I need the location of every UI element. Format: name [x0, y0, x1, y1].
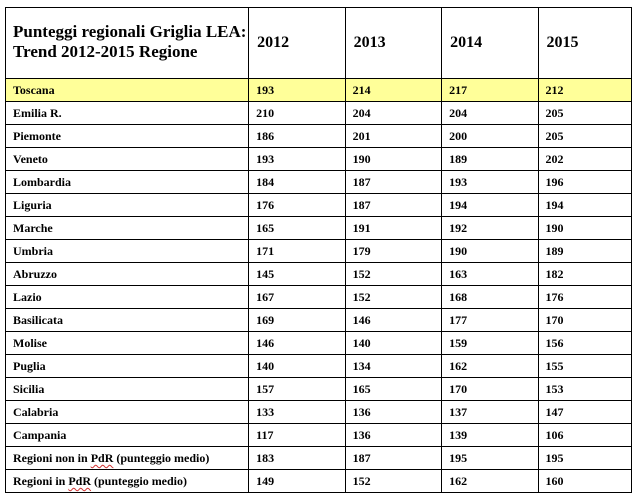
score-2012: 186 — [249, 125, 345, 148]
table-row — [6, 286, 632, 309]
score-2015: 160 — [538, 470, 631, 493]
score-2014: 139 — [442, 424, 538, 447]
score-2015: 106 — [538, 424, 631, 447]
region-name — [6, 447, 249, 470]
score-2015: 205 — [538, 102, 631, 125]
table-title-line-1: Punteggi regionali Griglia LEA: — [13, 22, 247, 41]
score-2013: 146 — [345, 309, 441, 332]
score-2012: 171 — [249, 240, 345, 263]
lea-scores-table — [5, 7, 632, 493]
score-2012: 184 — [249, 171, 345, 194]
score-2013: 152 — [345, 263, 441, 286]
score-2012: 117 — [249, 424, 345, 447]
region-name: Calabria — [6, 401, 249, 424]
table-row — [6, 263, 632, 286]
score-2014: 162 — [442, 355, 538, 378]
table-row — [6, 332, 632, 355]
table-row — [6, 309, 632, 332]
table-row — [6, 102, 632, 125]
year-header-2014: 2014 — [442, 8, 538, 79]
region-name: Lombardia — [6, 171, 249, 194]
table-row — [6, 355, 632, 378]
score-2012: 165 — [249, 217, 345, 240]
score-2014: 194 — [442, 194, 538, 217]
score-2013: 136 — [345, 401, 441, 424]
region-name: Sicilia — [6, 378, 249, 401]
score-2012: 145 — [249, 263, 345, 286]
table-row — [6, 171, 632, 194]
score-2012: 133 — [249, 401, 345, 424]
score-2014: 163 — [442, 263, 538, 286]
table-row — [6, 125, 632, 148]
score-2015: 190 — [538, 217, 631, 240]
score-2013: 191 — [345, 217, 441, 240]
score-2012: 183 — [249, 447, 345, 470]
score-2014: 177 — [442, 309, 538, 332]
score-2015: 196 — [538, 171, 631, 194]
score-2013: 134 — [345, 355, 441, 378]
table-title — [6, 8, 249, 79]
score-2013: 152 — [345, 470, 441, 493]
score-2012: 210 — [249, 102, 345, 125]
year-header-2013: 2013 — [345, 8, 441, 79]
score-2013: 204 — [345, 102, 441, 125]
region-name: Liguria — [6, 194, 249, 217]
score-2015: 170 — [538, 309, 631, 332]
region-name: Molise — [6, 332, 249, 355]
score-2013: 152 — [345, 286, 441, 309]
score-2013: 187 — [345, 447, 441, 470]
score-2013: 190 — [345, 148, 441, 171]
table-row — [6, 401, 632, 424]
region-name-prefix: Regioni non in — [13, 451, 91, 465]
score-2015: 153 — [538, 378, 631, 401]
table-row — [6, 470, 632, 493]
region-name: Marche — [6, 217, 249, 240]
score-2013: 187 — [345, 171, 441, 194]
score-2013: 201 — [345, 125, 441, 148]
score-2015: 156 — [538, 332, 631, 355]
score-2015: 176 — [538, 286, 631, 309]
score-2014: 159 — [442, 332, 538, 355]
score-2015: 195 — [538, 447, 631, 470]
year-header-2012: 2012 — [249, 8, 345, 79]
score-2012: 169 — [249, 309, 345, 332]
score-2014: 195 — [442, 447, 538, 470]
score-2014: 192 — [442, 217, 538, 240]
score-2015: 189 — [538, 240, 631, 263]
region-name — [6, 470, 249, 493]
region-name: Umbria — [6, 240, 249, 263]
score-2013: 179 — [345, 240, 441, 263]
region-name-suffix: (punteggio medio) — [113, 451, 210, 465]
score-2013: 165 — [345, 378, 441, 401]
table-title-line-2: Trend 2012-2015 Regione — [13, 42, 198, 61]
score-2013: 136 — [345, 424, 441, 447]
region-name: Piemonte — [6, 125, 249, 148]
region-name: Veneto — [6, 148, 249, 171]
score-2014: 189 — [442, 148, 538, 171]
score-2014: 217 — [442, 79, 538, 102]
region-name: Lazio — [6, 286, 249, 309]
score-2013: 140 — [345, 332, 441, 355]
region-name-suffix: (punteggio medio) — [91, 474, 188, 488]
table-row — [6, 447, 632, 470]
score-2012: 146 — [249, 332, 345, 355]
score-2015: 205 — [538, 125, 631, 148]
spellcheck-flagged-word: PdR — [90, 451, 114, 465]
table-header-row — [6, 8, 632, 79]
score-2015: 202 — [538, 148, 631, 171]
score-2012: 140 — [249, 355, 345, 378]
table-row — [6, 217, 632, 240]
score-2014: 170 — [442, 378, 538, 401]
score-2012: 157 — [249, 378, 345, 401]
region-name: Puglia — [6, 355, 249, 378]
table-row — [6, 424, 632, 447]
region-name: Abruzzo — [6, 263, 249, 286]
score-2014: 162 — [442, 470, 538, 493]
score-2012: 193 — [249, 79, 345, 102]
year-header-2015: 2015 — [538, 8, 631, 79]
score-2014: 200 — [442, 125, 538, 148]
spellcheck-flagged-word: PdR — [68, 474, 92, 488]
score-2015: 155 — [538, 355, 631, 378]
score-2014: 204 — [442, 102, 538, 125]
score-2014: 193 — [442, 171, 538, 194]
score-2014: 137 — [442, 401, 538, 424]
table-row — [6, 79, 632, 102]
score-2014: 190 — [442, 240, 538, 263]
region-name: Campania — [6, 424, 249, 447]
region-name: Basilicata — [6, 309, 249, 332]
score-2012: 193 — [249, 148, 345, 171]
region-name: Emilia R. — [6, 102, 249, 125]
score-2012: 176 — [249, 194, 345, 217]
score-2015: 182 — [538, 263, 631, 286]
score-2012: 149 — [249, 470, 345, 493]
score-2013: 214 — [345, 79, 441, 102]
score-2015: 212 — [538, 79, 631, 102]
table-row — [6, 194, 632, 217]
table-row — [6, 148, 632, 171]
score-2015: 194 — [538, 194, 631, 217]
table-row — [6, 240, 632, 263]
region-name-prefix: Regioni in — [13, 474, 69, 488]
score-2015: 147 — [538, 401, 631, 424]
table-row — [6, 378, 632, 401]
region-name: Toscana — [6, 79, 249, 102]
score-2013: 187 — [345, 194, 441, 217]
score-2012: 167 — [249, 286, 345, 309]
score-2014: 168 — [442, 286, 538, 309]
